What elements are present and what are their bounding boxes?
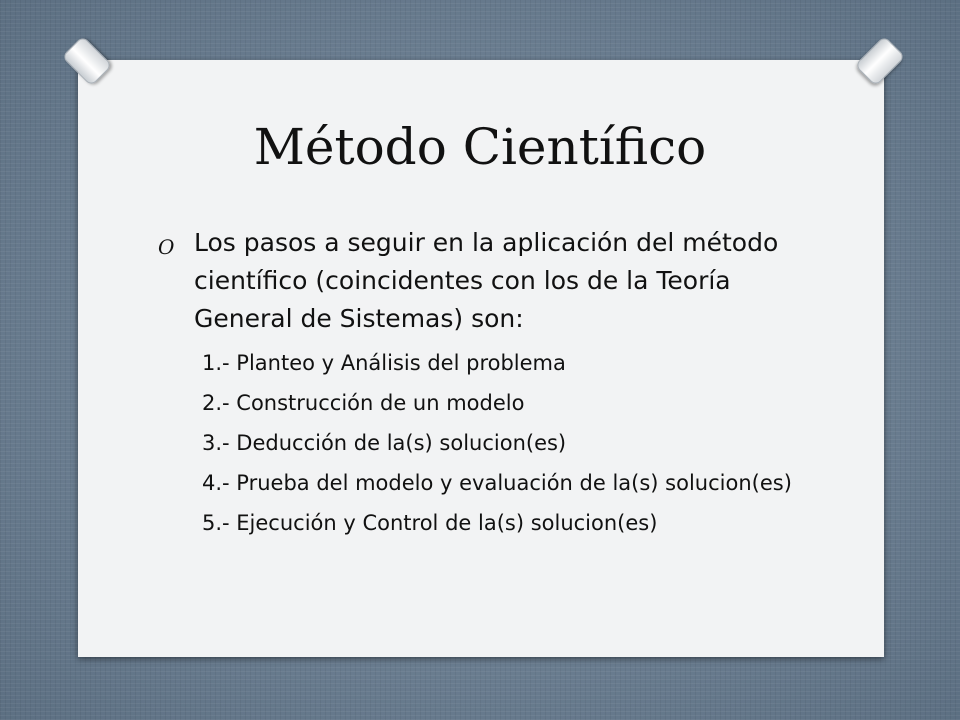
slide-title: Método Científico bbox=[253, 118, 707, 176]
step-item-3: 3.- Deducción de la(s) solucion(es) bbox=[202, 431, 567, 455]
main-bullet bbox=[158, 224, 818, 338]
step-item-1: 1.- Planteo y Análisis del problema bbox=[202, 351, 566, 375]
step-item-4: 4.- Prueba del modelo y evaluación de la(s) solucion(es) bbox=[202, 471, 792, 495]
bullet-marker-icon: O bbox=[158, 235, 175, 259]
bullet-text: Los pasos a seguir en la aplicación del método científico (coincidentes con los de la Teoría General de Sistemas) son: bbox=[194, 228, 779, 333]
step-item-5: 5.- Ejecución y Control de la(s) solucion(es) bbox=[202, 511, 658, 535]
steps-list bbox=[202, 348, 802, 548]
step-item-2: 2.- Construcción de un modelo bbox=[202, 391, 525, 415]
